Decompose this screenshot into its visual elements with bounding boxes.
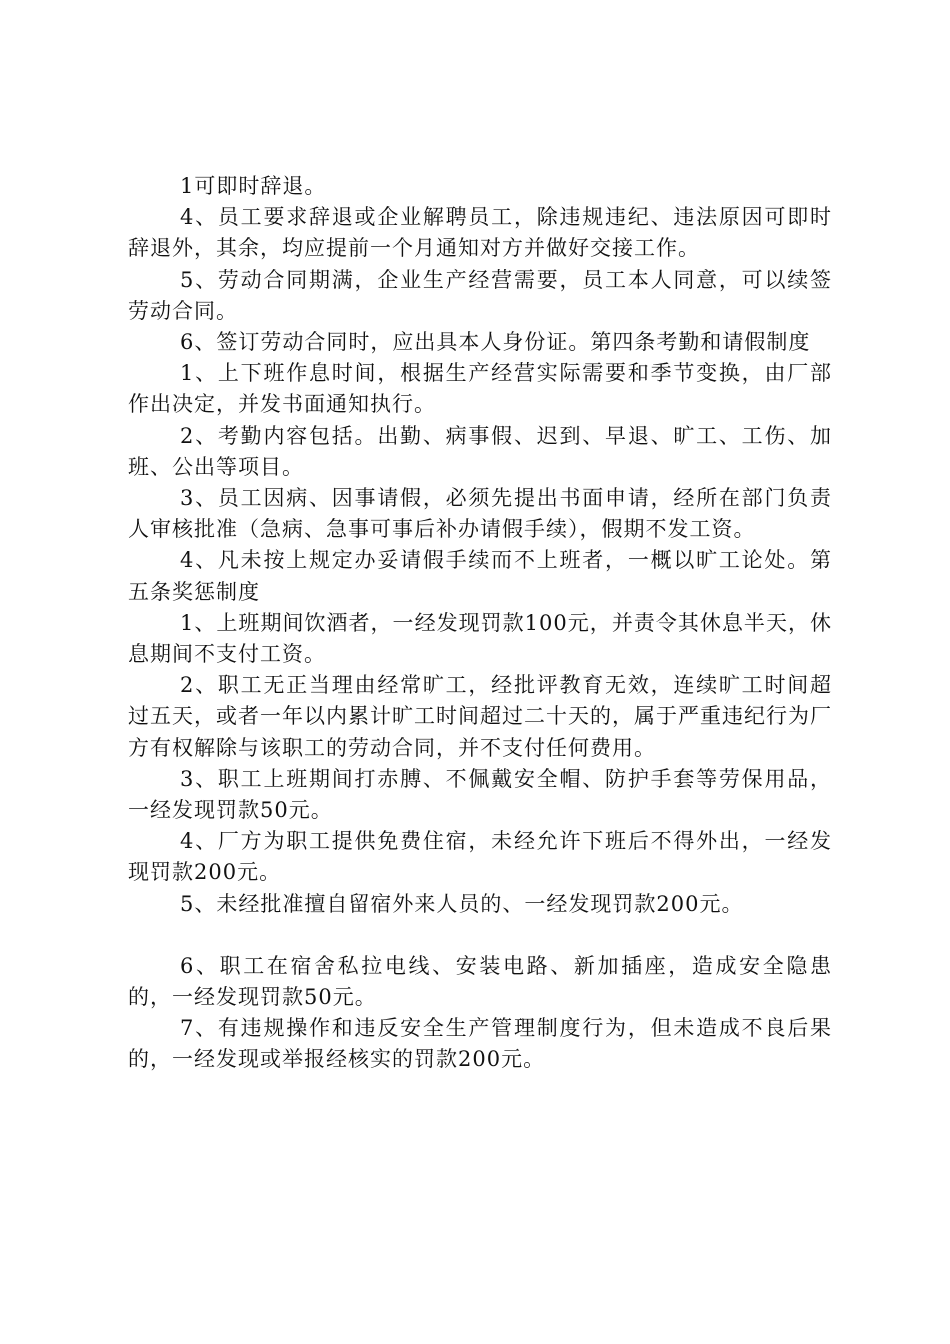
document-body xyxy=(128,171,832,1076)
paragraph-14: 6、职工在宿舍私拉电线、安装电路、新加插座，造成安全隐患的，一经发现罚款50元。 xyxy=(128,953,832,1010)
paragraph-12: 4、厂方为职工提供免费住宿，未经允许下班后不得外出，一经发现罚款200元。 xyxy=(128,829,832,885)
paragraph-4: 6、签订劳动合同时，应出具本人身份证。第四条考勤和请假制度 xyxy=(180,330,811,355)
paragraph-3: 5、劳动合同期满，企业生产经营需要，员工本人同意，可以续签劳动合同。 xyxy=(128,267,832,323)
paragraph-11: 3、职工上班期间打赤膊、不佩戴安全帽、防护手套等劳保用品，一经发现罚款50元。 xyxy=(128,766,832,823)
paragraph-5: 1、上下班作息时间，根据生产经营实际需要和季节变换，由厂部作出决定，并发书面通知执行。 xyxy=(128,361,832,417)
paragraph-10: 2、职工无正当理由经常旷工，经批评教育无效，连续旷工时间超过五天，或者一年以内累计旷工时间超过二十天的，属于严重违纪行为厂方有权解除与该职工的劳动合同，并不支付任何费用。 xyxy=(128,673,832,760)
paragraph-8: 4、凡未按上规定办妥请假手续而不上班者，一概以旷工论处。第五条奖惩制度 xyxy=(128,548,832,604)
paragraph-13: 5、未经批准擅自留宿外来人员的、一经发现罚款200元。 xyxy=(180,891,744,916)
paragraph-1: 1可即时辞退。 xyxy=(180,174,327,198)
paragraph-15: 7、有违规操作和违反安全生产管理制度行为，但未造成不良后果的，一经发现或举报经核实的罚款200元。 xyxy=(128,1016,832,1072)
paragraph-2: 4、员工要求辞退或企业解聘员工，除违规违纪、违法原因可即时辞退外，其余，均应提前一个月通知对方并做好交接工作。 xyxy=(128,205,832,261)
paragraph-9: 1、上班期间饮酒者，一经发现罚款100元，并责令其休息半天，休息期间不支付工资。 xyxy=(128,610,832,667)
paragraph-7: 3、员工因病、因事请假，必须先提出书面申请，经所在部门负责人审核批准（急病、急事可事后补办请假手续），假期不发工资。 xyxy=(128,486,832,542)
paragraph-6: 2、考勤内容包括。出勤、病事假、迟到、早退、旷工、工伤、加班、公出等项目。 xyxy=(128,423,832,479)
